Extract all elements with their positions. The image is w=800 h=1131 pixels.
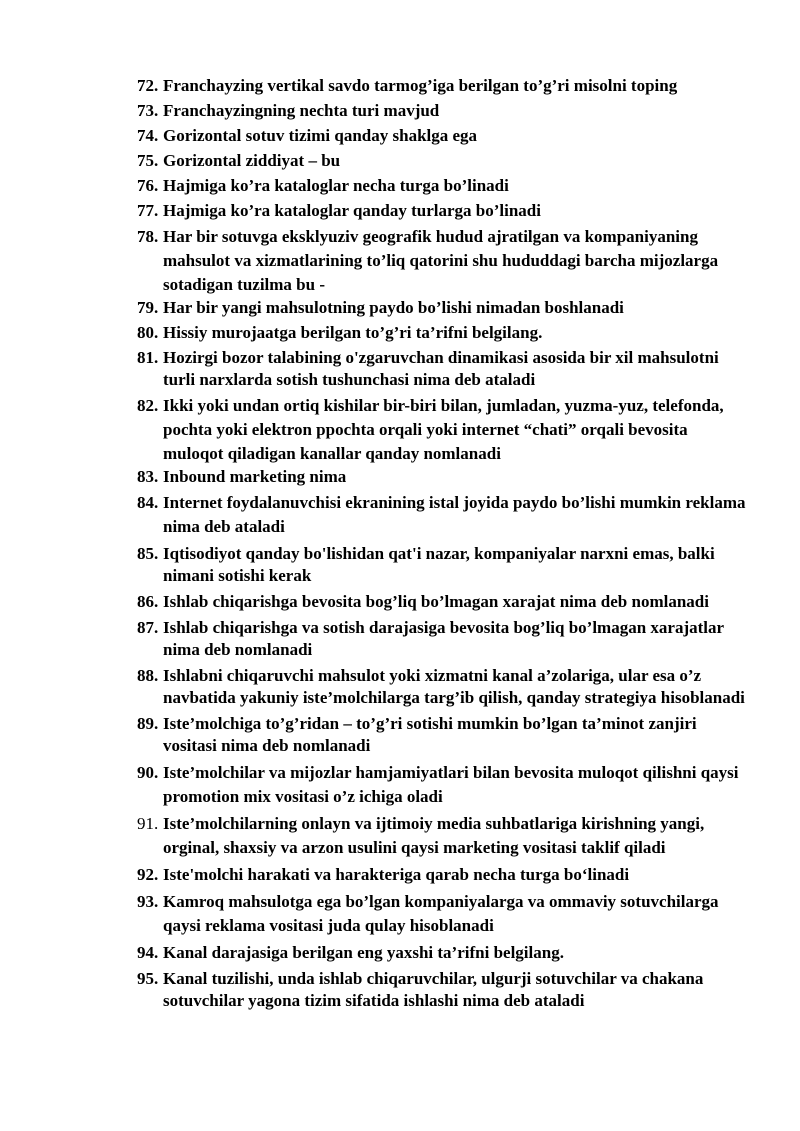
question-73 [137,100,747,122]
question-text: Hozirgi bozor talabining o'zgaruvchan dinamikasi asosida bir xil mahsulotni turli narxlarda sotish tushunchasi nima deb ataladi [163,348,719,389]
question-92 [137,863,747,887]
question-text: Hissiy murojaatga berilgan to’g’ri ta’rifni belgilang. [163,323,543,342]
question-text: Franchayzingning nechta turi mavjud [163,101,440,120]
question-text: Iste’molchiga to’g’ridan – to’g’ri sotishi mumkin bo’lgan ta’minot zanjiri vositasi nima deb nomlanadi [163,714,697,755]
question-79 [137,297,747,319]
question-text: Ishlabni chiqaruvchi mahsulot yoki xizmatni kanal a’zolariga, ular esa o’z navbatida yakuniy iste’molchilarga targ’ib qilish, qanday strategiya hisoblanadi [163,666,745,707]
question-text: Hajmiga ko’ra kataloglar qanday turlarga bo’linadi [163,201,541,220]
question-number: 80. [137,323,159,342]
question-95 [137,968,747,1012]
question-number: 81. [137,348,159,367]
question-91 [137,812,747,860]
question-list [137,75,747,1012]
question-84 [137,491,747,539]
question-82 [137,394,747,466]
question-text: Ikki yoki undan ortiq kishilar bir-biri bilan, jumladan, yuzma-yuz, telefonda, pochta yoki elektron ppochta orqali yoki internet “chati” orqali bevosita muloqot qiladigan kanallar qanday nomlanadi [163,396,724,463]
question-83 [137,466,747,488]
question-76 [137,175,747,197]
question-number: 77. [137,201,159,220]
question-72 [137,75,747,97]
question-78 [137,225,747,297]
question-number: 72. [137,76,159,95]
question-text: Internet foydalanuvchisi ekranining istal joyida paydo bo’lishi mumkin reklama nima deb ataladi [163,493,746,536]
question-number: 82. [137,396,159,415]
question-number: 76. [137,176,159,195]
question-77 [137,200,747,222]
question-text: Har bir sotuvga eksklyuziv geografik hudud ajratilgan va kompaniyaning mahsulot va xizmatlarining to’liq qatorini shu hududdagi barcha mijozlarga sotadigan tuzilma bu - [163,227,719,294]
question-number: 92. [137,865,159,884]
question-number: 91. [137,814,159,833]
question-number: 88. [137,666,159,685]
question-text: Gorizontal sotuv tizimi qanday shaklga ega [163,126,478,145]
question-74 [137,125,747,147]
question-text: Franchayzing vertikal savdo tarmog’iga berilgan to’g’ri misolni toping [163,76,678,95]
question-number: 89. [137,714,159,733]
question-text: Kamroq mahsulotga ega bo’lgan kompaniyalarga va ommaviy sotuvchilarga qaysi reklama vositasi juda qulay hisoblanadi [163,892,719,935]
question-number: 83. [137,467,159,486]
question-text: Iste’molchilar va mijozlar hamjamiyatlari bilan bevosita muloqot qilishni qaysi promotion mix vositasi o’z ichiga oladi [163,763,739,806]
question-number: 86. [137,592,159,611]
question-number: 73. [137,101,159,120]
question-text: Iste'molchi harakati va harakteriga qarab necha turga bo‘linadi [163,865,630,884]
question-text: Ishlab chiqarishga va sotish darajasiga bevosita bog’liq bo’lmagan xarajatlar nima deb nomlanadi [163,618,724,659]
question-text: Kanal tuzilishi, unda ishlab chiqaruvchilar, ulgurji sotuvchilar va chakana sotuvchilar yagona tizim sifatida ishlashi nima deb ataladi [163,969,704,1010]
question-80 [137,322,747,344]
question-93 [137,890,747,938]
question-text: Iqtisodiyot qanday bo'lishidan qat'i nazar, kompaniyalar narxni emas, balki nimani sotishi kerak [163,544,715,585]
question-text: Iste’molchilarning onlayn va ijtimoiy media suhbatlariga kirishning yangi, orginal, shaxsiy va arzon usulini qaysi marketing vositasi taklif qiladi [163,814,705,857]
question-90 [137,761,747,809]
question-89 [137,713,747,757]
question-87 [137,617,747,661]
question-number: 79. [137,298,159,317]
question-number: 74. [137,126,159,145]
question-number: 87. [137,618,159,637]
question-number: 90. [137,763,159,782]
question-text: Gorizontal ziddiyat – bu [163,151,341,170]
question-text: Hajmiga ko’ra kataloglar necha turga bo’linadi [163,176,509,195]
question-number: 95. [137,969,159,988]
question-85 [137,543,747,587]
question-81 [137,347,747,391]
question-text: Har bir yangi mahsulotning paydo bo’lishi nimadan boshlanadi [163,298,624,317]
question-number: 85. [137,544,159,563]
question-number: 94. [137,943,159,962]
question-86 [137,591,747,613]
question-number: 78. [137,227,159,246]
question-number: 75. [137,151,159,170]
question-text: Inbound marketing nima [163,467,347,486]
question-text: Ishlab chiqarishga bevosita bog’liq bo’lmagan xarajat nima deb nomlanadi [163,592,709,611]
question-text: Kanal darajasiga berilgan eng yaxshi ta’rifni belgilang. [163,943,564,962]
question-88 [137,665,747,709]
question-75 [137,150,747,172]
question-94 [137,941,747,965]
question-number: 84. [137,493,159,512]
question-number: 93. [137,892,159,911]
